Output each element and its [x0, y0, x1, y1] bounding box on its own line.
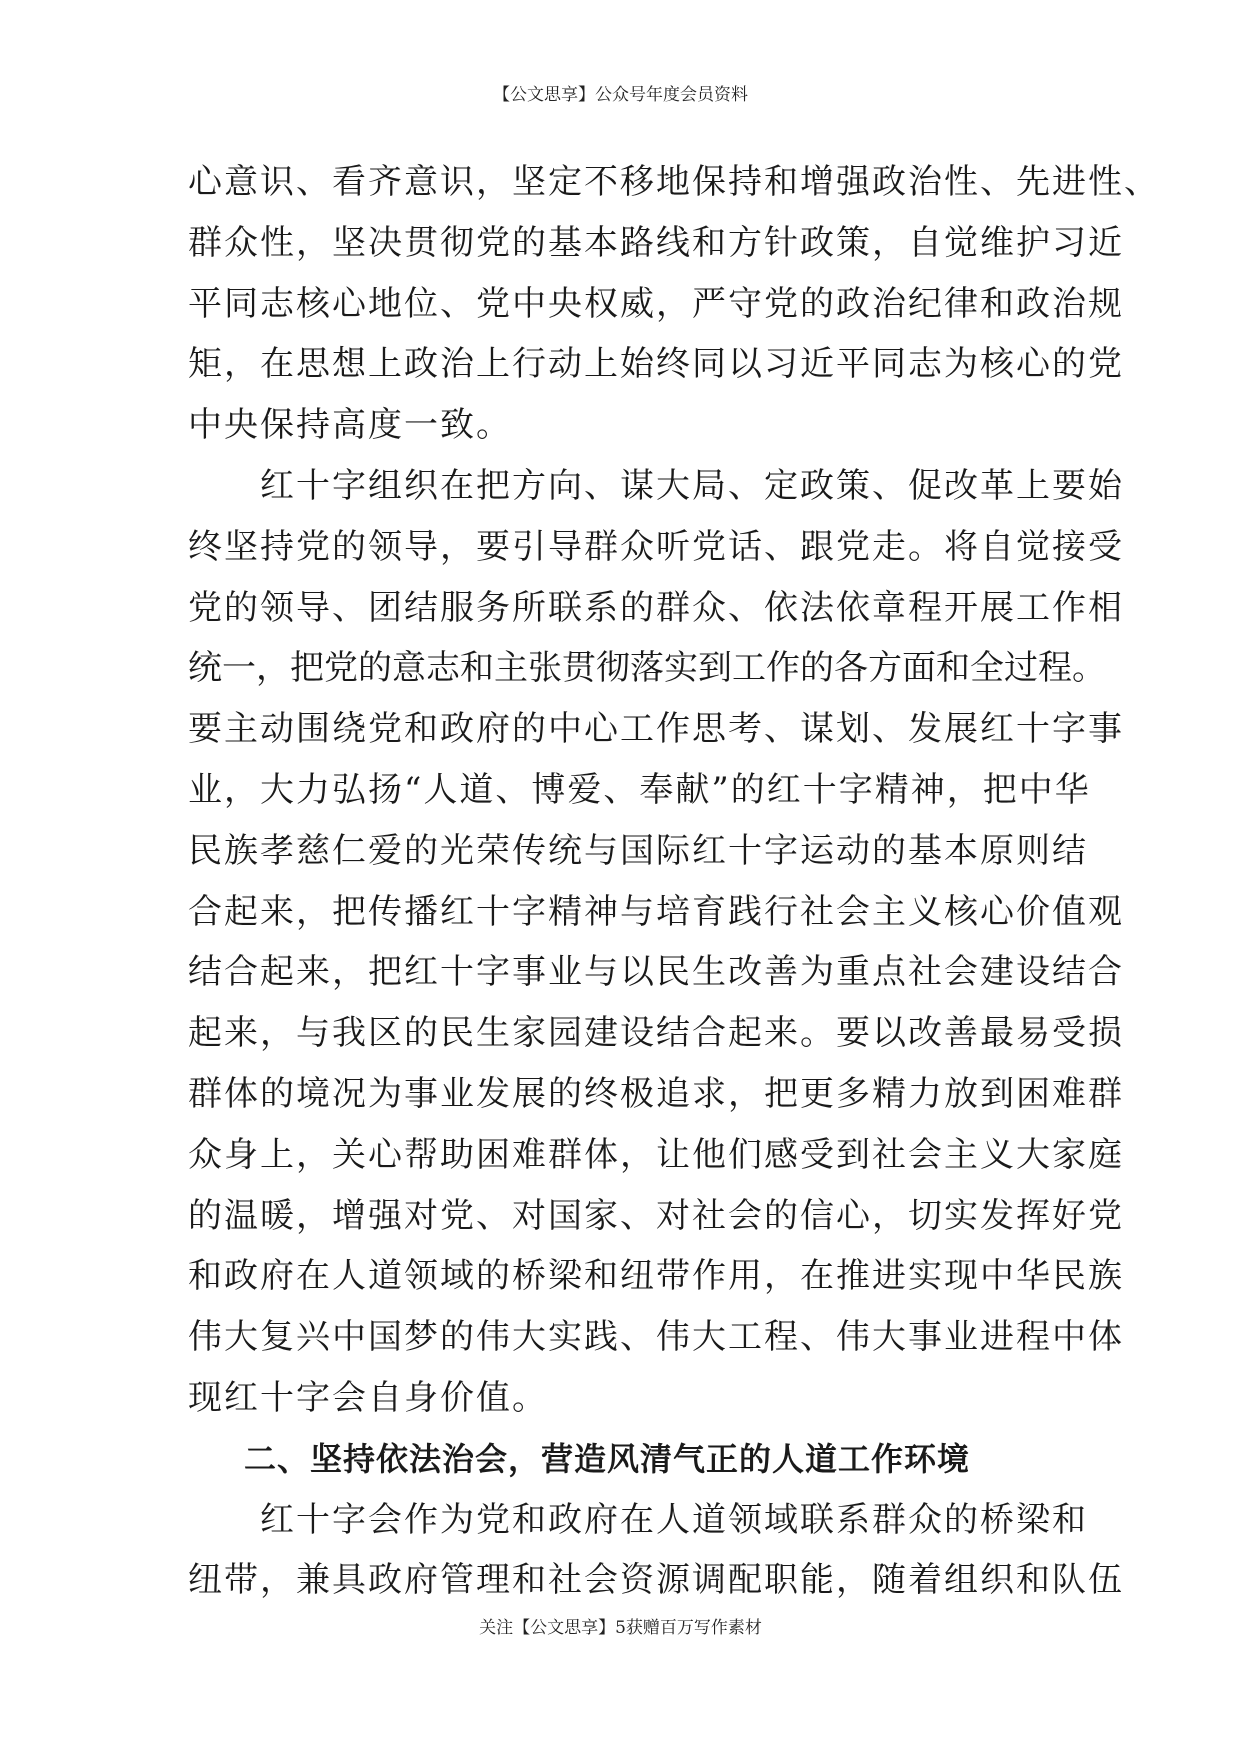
text-line: 民族孝慈仁爱的光荣传统与国际红十字运动的基本原则结 — [188, 830, 1088, 871]
text-line: 的温暖，增强对党、对国家、对社会的信心，切实发挥好党 — [188, 1195, 1124, 1236]
text-line: 中央保持高度一致。 — [188, 405, 512, 446]
text-line: 终坚持党的领导，要引导群众听党话、跟党走。将自觉接受 — [188, 526, 1124, 567]
text-line: 伟大复兴中国梦的伟大实践、伟大工程、伟大事业进程中体 — [188, 1317, 1124, 1358]
text-line: 现红十字会自身价值。 — [188, 1377, 548, 1418]
text-line: 业，大力弘扬“人道、博爱、奉献”的红十字精神，把中华 — [188, 769, 1091, 810]
page-header: 【公文思享】公众号年度会员资料 — [493, 85, 748, 105]
body-text — [188, 152, 1160, 1611]
text-line: 众身上，关心帮助困难群体，让他们感受到社会主义大家庭 — [188, 1134, 1124, 1175]
text-line: 要主动围绕党和政府的中心工作思考、谋划、发展红十字事 — [188, 709, 1124, 750]
text-line: 结合起来，把红十字事业与以民生改善为重点社会建设结合 — [188, 952, 1124, 993]
text-line: 起来，与我区的民生家园建设结合起来。要以改善最易受损 — [188, 1013, 1124, 1054]
text-line: 群众性，坚决贯彻党的基本路线和方针政策，自觉维护习近 — [188, 222, 1124, 263]
text-line: 平同志核心地位、党中央权威，严守党的政治纪律和政治规 — [188, 283, 1124, 324]
text-line: 统一，把党的意志和主张贯彻落实到工作的各方面和全过程。 — [188, 648, 1106, 689]
page-footer: 关注【公文思享】5获赠百万写作素材 — [479, 1618, 762, 1638]
section-heading: 二、坚持依法治会，营造风清气正的人道工作环境 — [244, 1439, 971, 1478]
text-line: 矩，在思想上政治上行动上始终同以习近平同志为核心的党 — [188, 344, 1124, 385]
text-line: 合起来，把传播红十字精神与培育践行社会主义核心价值观 — [188, 891, 1124, 932]
text-line: 心意识、看齐意识，坚定不移地保持和增强政治性、先进性、 — [188, 162, 1160, 202]
paragraph-start-line: 红十字组织在把方向、谋大局、定政策、促改革上要始 — [260, 465, 1124, 506]
text-line: 群体的境况为事业发展的终极追求，把更多精力放到困难群 — [188, 1073, 1124, 1114]
text-line: 党的领导、团结服务所联系的群众、依法依章程开展工作相 — [188, 587, 1124, 628]
text-line: 纽带，兼具政府管理和社会资源调配职能，随着组织和队伍 — [188, 1560, 1124, 1601]
text-line: 和政府在人道领域的桥梁和纽带作用，在推进实现中华民族 — [188, 1256, 1124, 1297]
paragraph-start-line: 红十字会作为党和政府在人道领域联系群众的桥梁和 — [260, 1499, 1088, 1540]
